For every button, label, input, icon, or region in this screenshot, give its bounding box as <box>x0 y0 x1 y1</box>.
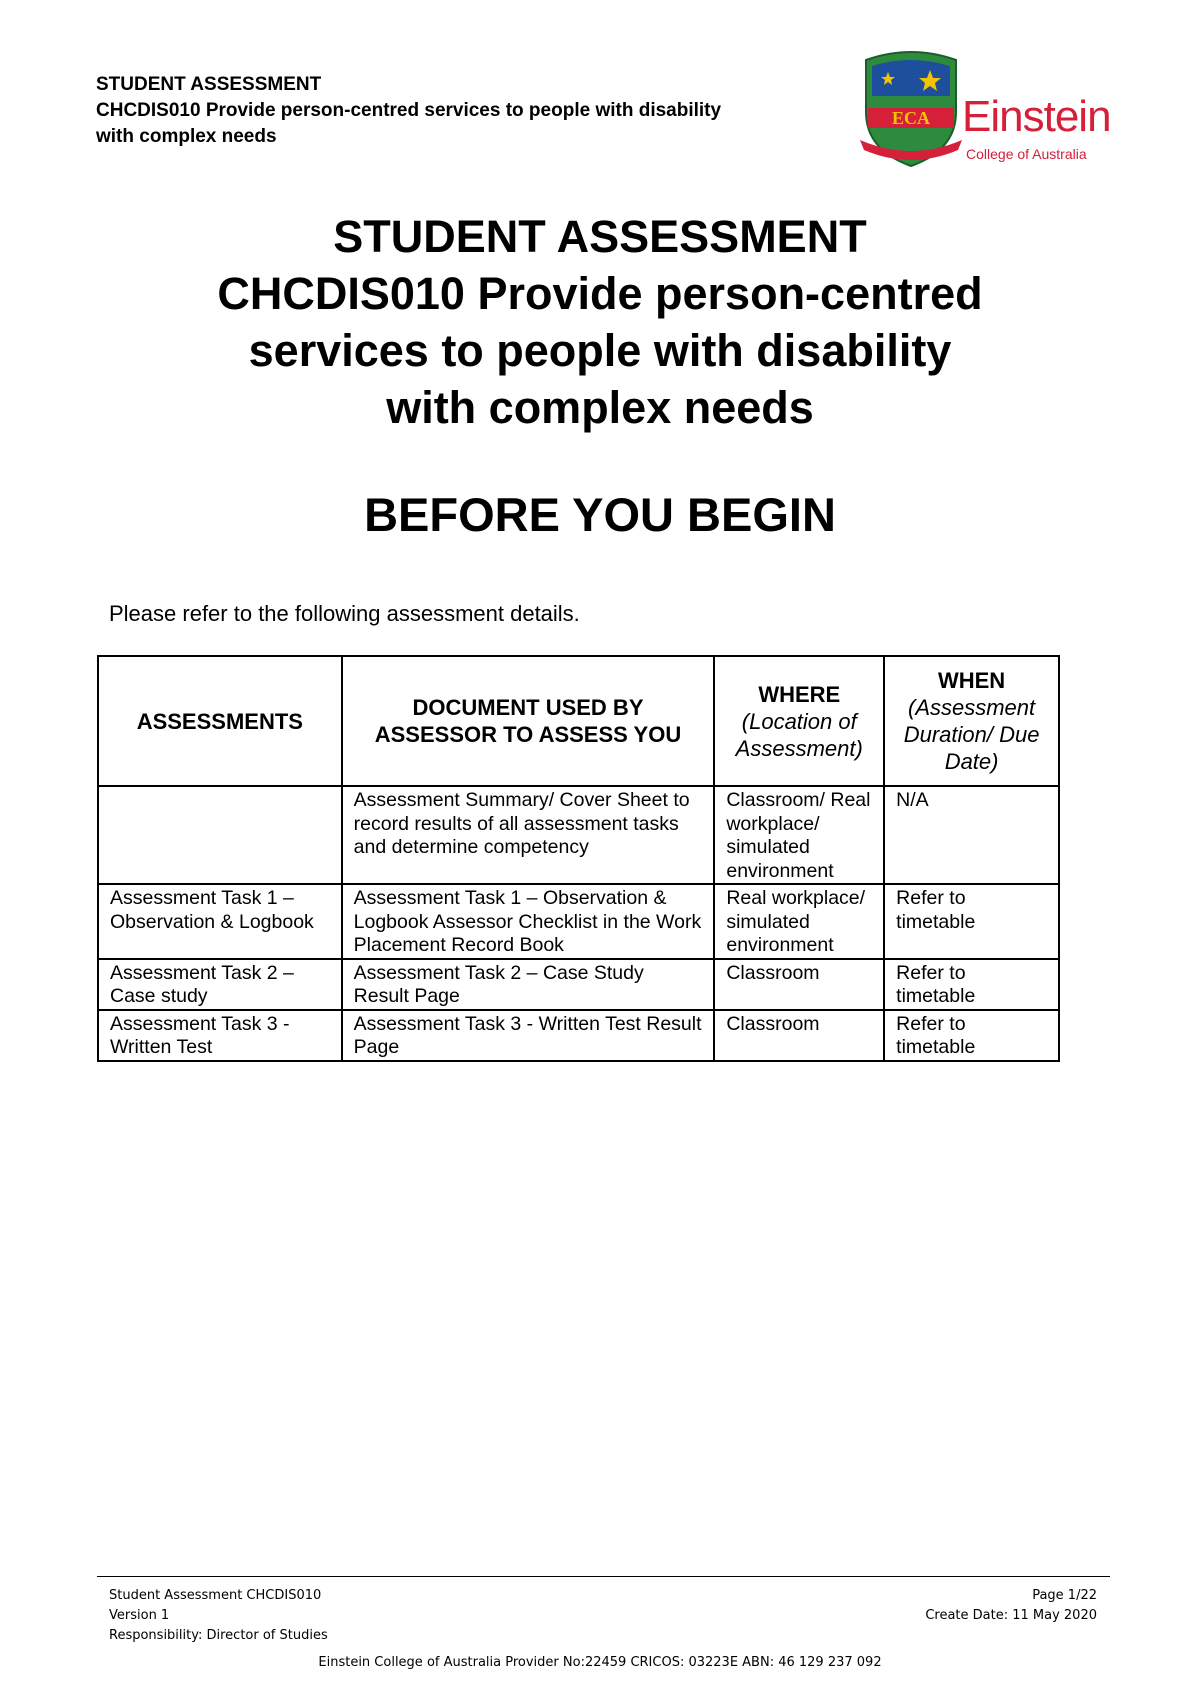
when-header: WHEN <box>937 668 1006 693</box>
when-subheader: (Assessment Duration/ Due Date) <box>903 695 1040 774</box>
cell-document: Assessment Task 3 - Written Test Result Page <box>342 1010 715 1061</box>
footer-right <box>925 1586 1097 1626</box>
table-row <box>98 786 1059 884</box>
col-header-document <box>342 656 715 786</box>
shield-icon <box>858 50 964 170</box>
header-line-3: with complex needs <box>96 126 277 147</box>
table-row <box>98 959 1059 1010</box>
cell-where: Classroom/ Real workplace/ simulated environment <box>714 786 884 884</box>
footer-left <box>109 1586 328 1646</box>
col-header-where <box>714 656 884 786</box>
footer-divider <box>97 1576 1110 1577</box>
cell-when: Refer to timetable <box>884 959 1059 1010</box>
footer-doc-name: Student Assessment CHCDIS010 <box>109 1588 322 1603</box>
create-date: Create Date: 11 May 2020 <box>925 1608 1097 1623</box>
page-number: Page 1/22 <box>1032 1588 1097 1603</box>
cell-assessment: Assessment Task 3 - Written Test <box>98 1010 342 1061</box>
where-subheader: (Location of Assessment) <box>735 708 863 761</box>
logo-tagline: College of Australia <box>966 146 1087 162</box>
title-line-4: with complex needs <box>386 382 814 433</box>
cell-where: Classroom <box>714 1010 884 1061</box>
footer-version: Version 1 <box>109 1608 170 1623</box>
intro-text: Please refer to the following assessment details. <box>109 601 580 626</box>
col-header-assessments: ASSESSMENTS <box>98 656 342 786</box>
cell-when: Refer to timetable <box>884 884 1059 959</box>
where-header: WHERE <box>758 681 841 707</box>
cell-assessment: Assessment Task 1 – Observation & Logbook <box>98 884 342 959</box>
table-header-row <box>98 656 1059 786</box>
title-line-3: services to people with disability <box>248 325 952 376</box>
header-line-2: CHCDIS010 Provide person-centred services to people with disability <box>96 100 722 121</box>
cell-when: N/A <box>884 786 1059 884</box>
footer-responsibility: Responsibility: Director of Studies <box>109 1628 328 1643</box>
running-header <box>96 72 856 150</box>
cell-where: Classroom <box>714 959 884 1010</box>
cell-where: Real workplace/ simulated environment <box>714 884 884 959</box>
document-header-line-1: DOCUMENT USED BY <box>412 695 644 720</box>
cell-assessment: Assessment Task 2 – Case study <box>98 959 342 1010</box>
title-line-1: STUDENT ASSESSMENT <box>333 211 867 262</box>
cell-when: Refer to timetable <box>884 1010 1059 1061</box>
logo-name: Einstein <box>962 92 1111 141</box>
title-line-2: CHCDIS010 Provide person-centred <box>217 268 983 319</box>
assessment-table <box>97 655 1060 1062</box>
college-logo <box>858 50 1111 170</box>
footer-provider-info: Einstein College of Australia Provider No:22459 CRICOS: 03223E ABN: 46 129 237 092 <box>318 1655 882 1670</box>
col-header-when <box>884 656 1059 786</box>
cell-document: Assessment Task 2 – Case Study Result Page <box>342 959 715 1010</box>
section-heading: BEFORE YOU BEGIN <box>364 488 836 541</box>
cell-document: Assessment Summary/ Cover Sheet to record results of all assessment tasks and determine competency <box>342 786 715 884</box>
document-header-line-2: ASSESSOR TO ASSESS YOU <box>374 722 682 747</box>
cell-assessment <box>98 786 342 884</box>
cell-document: Assessment Task 1 – Observation & Logbook Assessor Checklist in the Work Placement Record Book <box>342 884 715 959</box>
table-row <box>98 884 1059 959</box>
page-title <box>0 208 1200 436</box>
header-line-1: STUDENT ASSESSMENT <box>96 74 322 95</box>
svg-text:ECA: ECA <box>891 108 931 128</box>
table-row <box>98 1010 1059 1061</box>
